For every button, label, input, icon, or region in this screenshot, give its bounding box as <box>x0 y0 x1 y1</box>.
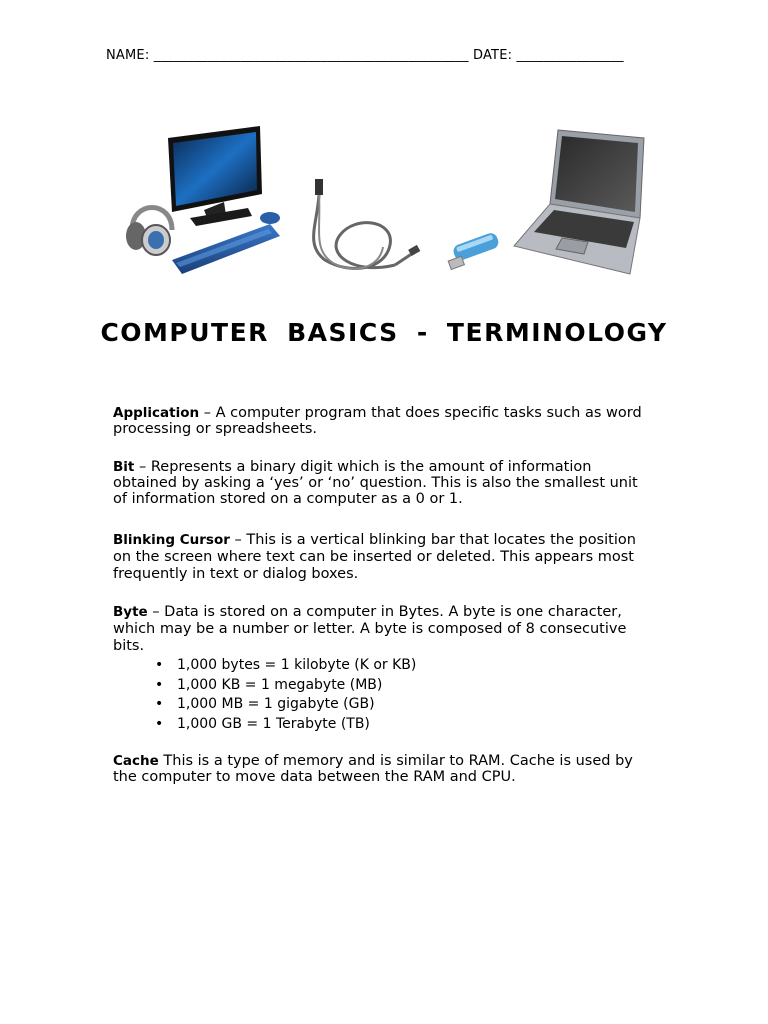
list-item: • 1,000 KB = 1 megabyte (MB) <box>155 677 655 697</box>
term-application <box>113 405 653 437</box>
page-title: COMPUTER BASICS - TERMINOLOGY <box>100 318 668 347</box>
usb-flash-drive-icon <box>445 225 505 270</box>
term-label: Blinking Cursor <box>113 532 230 548</box>
term-blinking-cursor <box>113 532 653 583</box>
laptop-icon <box>510 128 650 278</box>
byte-size-list <box>155 657 655 735</box>
term-definition: – A computer program that does specific tasks such as word processing or spreadsheets. <box>113 405 642 437</box>
term-label: Cache <box>113 753 159 769</box>
term-label: Byte <box>113 604 148 620</box>
list-item: • 1,000 bytes = 1 kilobyte (K or KB) <box>155 657 655 677</box>
computer-images <box>120 120 660 285</box>
list-item: • 1,000 MB = 1 gigabyte (GB) <box>155 696 655 716</box>
term-definition: – Data is stored on a computer in Bytes. A byte is one character, which may be a number or letter. A byte is composed of 8 consecutive bits. <box>113 604 627 654</box>
term-cache <box>113 753 653 785</box>
name-date-line: NAME: _______________________________________________ DATE: ________________ <box>106 48 624 63</box>
term-definition: – Represents a binary digit which is the amount of information obtained by asking a ‘yes’ or ‘no’ question. This is also the smallest unit of information stored on a computer as a 0 or 1. <box>113 459 638 507</box>
term-bit <box>113 459 653 507</box>
term-label: Application <box>113 405 200 421</box>
term-definition: – This is a vertical blinking bar that locates the position on the screen where text can be inserted or deleted. This appears most frequently in text or dialog boxes. <box>113 532 636 582</box>
usb-cable-icon <box>295 175 425 285</box>
term-byte <box>113 604 653 655</box>
term-definition: This is a type of memory and is similar to RAM. Cache is used by the computer to move data between the RAM and CPU. <box>113 753 633 785</box>
desktop-computer-icon <box>120 120 290 285</box>
list-item: • 1,000 GB = 1 Terabyte (TB) <box>155 716 655 736</box>
term-label: Bit <box>113 459 135 475</box>
